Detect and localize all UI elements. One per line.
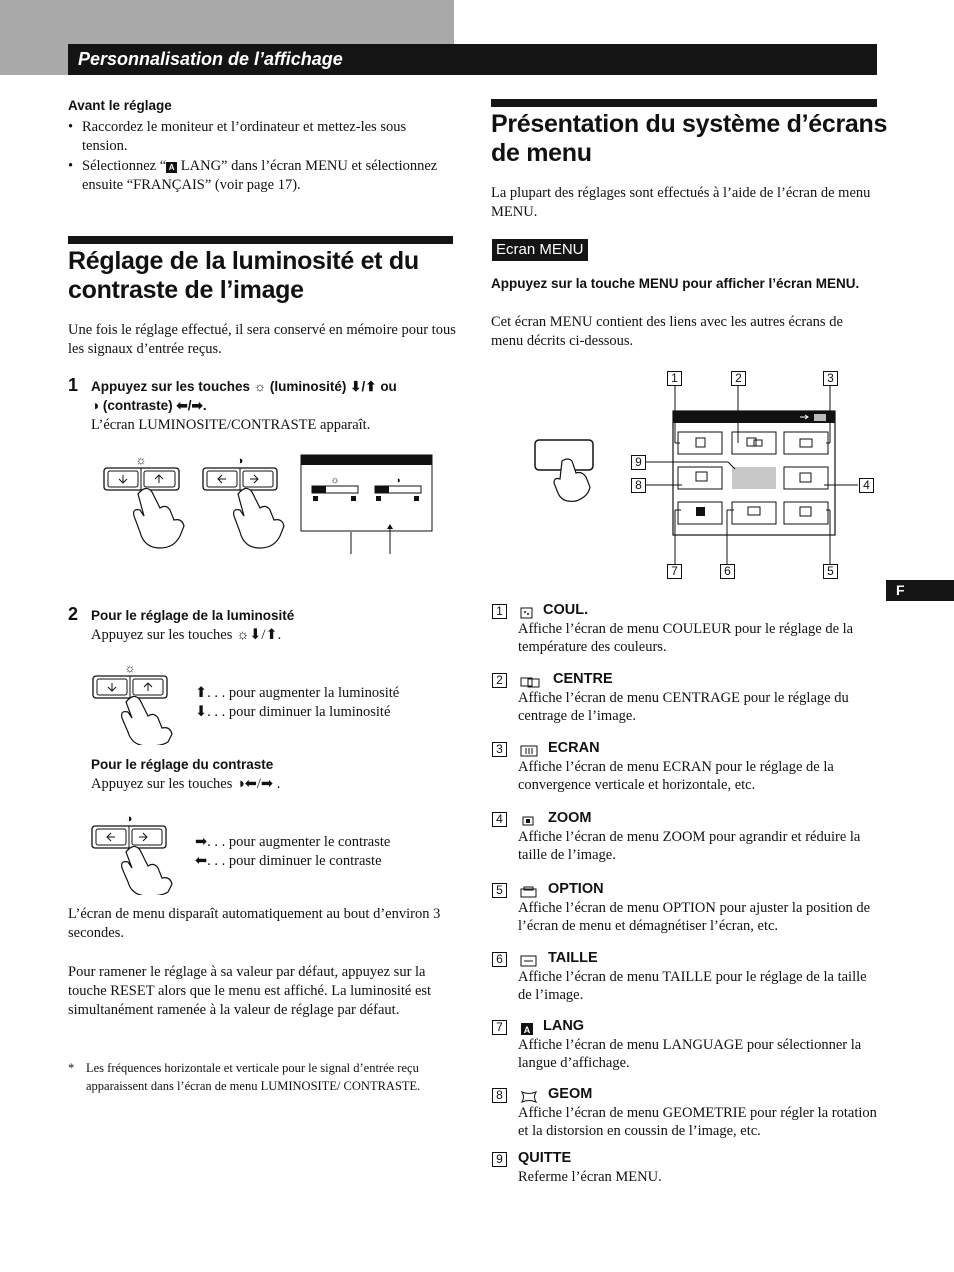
menu-diagram xyxy=(530,365,880,585)
before-bullet-1: • Raccordez le moniteur et l’ordinateur et mettez-les sous tension. xyxy=(68,118,453,156)
svg-text:☼: ☼ xyxy=(135,453,147,467)
menu-item-3-title: ECRAN xyxy=(548,740,600,756)
contrast-text-a: Appuyez sur les touches xyxy=(91,776,236,792)
step-1-result: L’écran LUMINOSITE/CONTRASTE apparaît. xyxy=(91,417,371,433)
brightness-button-pair xyxy=(104,453,179,490)
step-2-text: Appuyez sur les touches ☼⬇/⬆. xyxy=(91,627,282,643)
menu-item-8-description: Affiche l’écran de menu GEOMETRIE pour régler la rotation et la distorsion en coussin de l’image, etc. xyxy=(518,1105,877,1139)
section-rule xyxy=(491,99,877,107)
hand-icon xyxy=(122,846,172,895)
menu-item-2-number: 2 xyxy=(492,673,507,688)
step-2-title: Pour le réglage de la luminosité xyxy=(91,608,295,623)
auto-hide-note: L’écran de menu disparaît automatiquement au bout d’environ 3 secondes. xyxy=(68,906,441,941)
side-language-tab: F xyxy=(886,580,954,601)
svg-text:◑: ◑ xyxy=(236,455,244,467)
arrow-up-icon: ⬆ xyxy=(365,379,377,394)
arrow-down-icon: ⬇ xyxy=(249,627,262,643)
brightness-title-line-2: contraste de l’image xyxy=(68,276,304,304)
menu-item-9-number: 9 xyxy=(492,1152,507,1167)
before-bullet-2-text xyxy=(82,157,453,195)
menu-intro: La plupart des réglages sont effectués à l’aide de l’écran de menu MENU. xyxy=(491,185,871,220)
brightness-title-line-1: Réglage de la luminosité et du xyxy=(68,247,419,275)
osd-brightness-contrast xyxy=(301,455,432,554)
arrow-up-icon: ⬆ xyxy=(195,685,208,701)
step-1-b: (luminosité) xyxy=(266,379,351,394)
svg-text:◑: ◑ xyxy=(125,813,133,825)
callout-1: 1 xyxy=(667,371,682,386)
menu-item-1-description: Affiche l’écran de menu COULEUR pour le réglage de la température des couleurs. xyxy=(518,621,854,655)
step-1-illustration xyxy=(98,450,438,560)
menu-item-3-number: 3 xyxy=(492,742,507,757)
menu-item-1-number: 1 xyxy=(492,604,507,619)
menu-title xyxy=(491,110,891,168)
menu-item-6-title: TAILLE xyxy=(548,950,598,966)
hand-icon xyxy=(134,488,184,548)
menu-item-5-number: 5 xyxy=(492,883,507,898)
menu-item-9-title: QUITTE xyxy=(518,1150,572,1166)
menu-item-2-description: Affiche l’écran de menu CENTRAGE pour le réglage du centrage de l’image. xyxy=(518,690,849,724)
menu-item-5-description: Affiche l’écran de menu OPTION pour ajuster la position de l’écran de menu et démagnétiser l’écran, etc. xyxy=(518,900,871,934)
menu-item-5-title: OPTION xyxy=(548,881,604,897)
callout-8: 8 xyxy=(631,478,646,493)
contrast-up-note xyxy=(195,833,390,852)
footnote-mark: * xyxy=(68,1061,75,1075)
reset-note: Pour ramener le réglage à sa valeur par défaut, appuyez sur la touche RESET alors que le menu est affiché. La luminosité est simultanément ramenée à la valeur de réglage par défaut. xyxy=(68,964,432,1018)
arrow-down-icon: ⬇ xyxy=(350,379,362,394)
section-header: Personnalisation de l’affichage xyxy=(68,44,877,75)
contrast-buttons-illustration xyxy=(86,810,196,895)
hand-icon xyxy=(122,696,172,745)
step-2-text-a: Appuyez sur les touches xyxy=(91,627,236,643)
callout-7: 7 xyxy=(667,564,682,579)
before-title: Avant le réglage xyxy=(68,98,172,113)
arrow-down-icon: ⬇ xyxy=(195,704,208,720)
brightness-up-text: . . . pour augmenter la luminosité xyxy=(207,685,400,701)
contrast-down-text: . . . pour diminuer le contraste xyxy=(207,853,382,869)
menu-instruction: Appuyez sur la touche MENU pour afficher l’écran MENU. xyxy=(491,276,860,291)
callout-2: 2 xyxy=(731,371,746,386)
callout-9: 9 xyxy=(631,455,646,470)
svg-text:☼: ☼ xyxy=(124,661,136,675)
svg-text:◑: ◑ xyxy=(395,475,401,485)
menu-item-3-description: Affiche l’écran de menu ECRAN pour le réglage de la convergence verticale et horizontale, etc. xyxy=(518,759,834,793)
menu-item-4-number: 4 xyxy=(492,812,507,827)
ecran-menu-tab: Ecran MENU xyxy=(492,239,588,261)
menu-instruction-sub: Cet écran MENU contient des liens avec les autres écrans de menu décrits ci-dessous. xyxy=(491,314,843,349)
menu-item-6-number: 6 xyxy=(492,952,507,967)
sun-icon: ☼ xyxy=(235,627,250,643)
callout-6: 6 xyxy=(720,564,735,579)
arrow-left-icon: ⬅ xyxy=(195,853,208,869)
brightness-down-note xyxy=(195,703,390,722)
contrast-icon: ◑ xyxy=(235,776,245,792)
contrast-icon: ◑ xyxy=(91,398,100,413)
menu-item-7-title: LANG xyxy=(543,1018,585,1034)
arrow-right-icon: ➡ xyxy=(260,776,274,792)
contrast-down-note xyxy=(195,852,382,871)
svg-text:☼: ☼ xyxy=(330,475,340,486)
step-2-number: 2 xyxy=(68,604,79,624)
sun-icon: ☼ xyxy=(253,379,267,394)
footnote: Les fréquences horizontale et verticale pour le signal d’entrée reçu apparaissent dans l’écran de menu LUMINOSITE/ CONTRASTE. xyxy=(86,1061,421,1093)
svg-text:A: A xyxy=(523,1025,531,1035)
menu-item-4-description: Affiche l’écran de menu ZOOM pour agrandir et réduire la taille de l’image. xyxy=(518,829,861,863)
menu-title-line-1: Présentation du système d’écrans xyxy=(491,110,888,138)
step-1-d: (contraste) xyxy=(99,398,177,413)
step-1-c: ou xyxy=(376,379,397,394)
hand-icon xyxy=(234,488,284,548)
menu-item-8-title: GEOM xyxy=(548,1086,593,1102)
menu-item-8-number: 8 xyxy=(492,1088,507,1103)
contrast-up-text: . . . pour augmenter le contraste xyxy=(207,834,391,850)
menu-item-7-number: 7 xyxy=(492,1020,507,1035)
brightness-up-note xyxy=(195,684,399,703)
callout-3: 3 xyxy=(823,371,838,386)
brightness-down-text: . . . pour diminuer la luminosité xyxy=(207,704,391,720)
contrast-button-pair xyxy=(203,455,277,490)
menu-item-2-title: CENTRE xyxy=(553,671,613,687)
step-1-a: Appuyez sur les touches xyxy=(91,379,254,394)
brightness-title xyxy=(68,247,458,305)
contrast-text: Appuyez sur les touches ◑⬅/➡ . xyxy=(91,776,281,792)
arrow-right-icon: ➡ xyxy=(195,834,208,850)
menu-item-4-title: ZOOM xyxy=(548,810,592,826)
contrast-title: Pour le réglage du contraste xyxy=(91,757,274,772)
arrow-up-icon: ⬆ xyxy=(265,627,278,643)
menu-item-7-description: Affiche l’écran de menu LANGUAGE pour sélectionner la langue d’affichage. xyxy=(518,1037,862,1071)
section-rule xyxy=(68,236,453,244)
step-1-number: 1 xyxy=(68,375,79,395)
callout-4: 4 xyxy=(859,478,874,493)
menu-item-6-description: Affiche l’écran de menu TAILLE pour le réglage de la taille de l’image. xyxy=(518,969,867,1003)
menu-title-line-2: de menu xyxy=(491,139,592,167)
arrow-left-icon: ⬅ xyxy=(244,776,257,792)
menu-item-9-description: Referme l’écran MENU. xyxy=(518,1169,662,1185)
arrow-right-icon: ➡ xyxy=(191,398,203,413)
brightness-intro: Une fois le réglage effectué, il sera conservé en mémoire pour tous les signaux d’entrée reçus. xyxy=(68,322,456,357)
step-1-instruction: Appuyez sur les touches ☼ (luminosité) ⬇/⬆ ou ◑ (contraste) ⬅/➡. xyxy=(91,379,397,413)
brightness-buttons-illustration xyxy=(88,660,198,745)
before-bullet-2-a: Sélectionnez “ xyxy=(82,158,167,174)
callout-5: 5 xyxy=(823,564,838,579)
lang-icon: A xyxy=(166,162,177,173)
arrow-left-icon: ⬅ xyxy=(176,398,188,413)
menu-item-1-title: COUL. xyxy=(543,602,589,618)
before-bullet-2-b: LANG” dans l’écran MENU et sélectionnez ensuite “FRANÇAIS” (voir page 17). xyxy=(82,158,438,193)
before-bullet-2: • Sélectionnez “ A LANG” dans l’écran MENU et sélectionnez ensuite “FRANÇAIS” (voir page 17). xyxy=(68,157,453,195)
before-bullet-1-text: Raccordez le moniteur et l’ordinateur et mettez-les sous tension. xyxy=(82,119,407,154)
